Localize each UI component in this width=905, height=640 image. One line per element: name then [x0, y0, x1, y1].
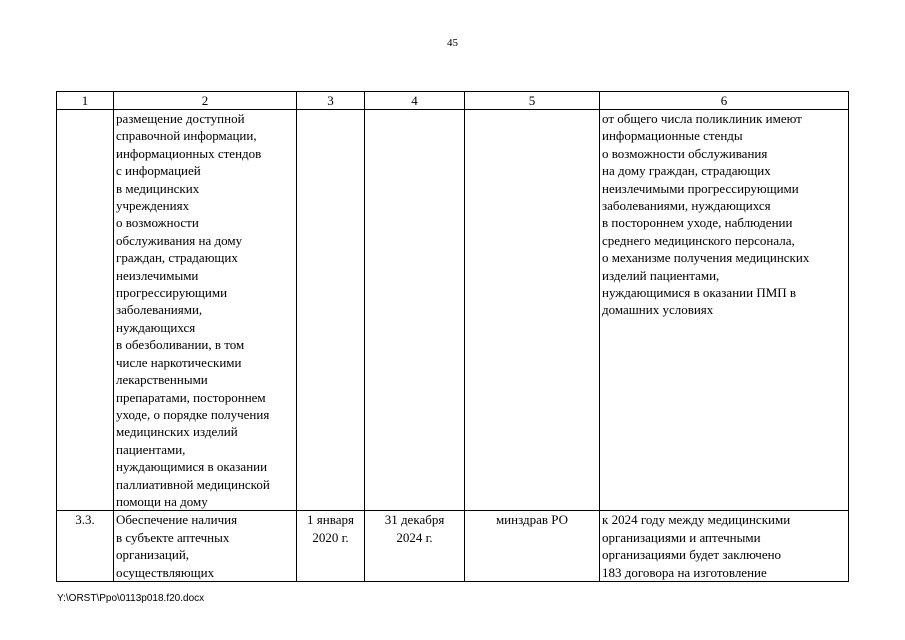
- cell-text-line: уходе, о порядке получения: [116, 406, 270, 422]
- measure-description: [114, 511, 297, 582]
- cell-text-line: на дому граждан, страдающих: [602, 163, 771, 179]
- end-date: [365, 511, 465, 582]
- cell-text-line: осуществляющих: [116, 564, 215, 580]
- page-number: 45: [447, 37, 458, 49]
- cell-text-line: граждан, страдающих: [116, 250, 238, 266]
- header-col-1: 1: [57, 92, 114, 110]
- cell-text-line: нуждающимися в оказании: [116, 459, 268, 475]
- table-header-row: [57, 92, 849, 110]
- cell-text-line: в субъекте аптечных: [116, 529, 230, 545]
- cell-text-line: с информацией: [116, 163, 201, 179]
- cell-text-line: числе наркотическими: [116, 354, 242, 370]
- end-date: [365, 110, 465, 511]
- cell-text-line: нуждающимися в оказании ПМП в: [602, 285, 797, 301]
- cell-text-line: информационных стендов: [116, 145, 262, 161]
- start-date: [297, 511, 365, 582]
- cell-text-line: о возможности обслуживания: [602, 145, 768, 161]
- cell-text-line: справочной информации,: [116, 128, 257, 144]
- cell-text-line: информационные стенды: [602, 128, 743, 144]
- table-row: [57, 511, 849, 582]
- row-number: [57, 110, 114, 511]
- cell-text-line: учреждениях: [116, 198, 190, 214]
- cell-text-line: в обезболивании, в том: [116, 337, 245, 353]
- cell-text-line: от общего числа поликлиник имеют: [602, 111, 802, 126]
- cell-text-line: о возможности: [116, 215, 199, 231]
- cell-text-line: обслуживания на дому: [116, 232, 243, 248]
- cell-text-line: помощи на дому: [116, 493, 208, 509]
- cell-text-line: в медицинских: [116, 180, 200, 196]
- table-row: [57, 110, 849, 511]
- measures-table: [56, 91, 849, 582]
- header-col-6: 6: [600, 92, 849, 110]
- cell-text-line: нуждающихся: [116, 319, 196, 335]
- cell-text-line: организациями будет заключено: [602, 547, 782, 563]
- cell-text-line: пациентами,: [116, 441, 186, 457]
- measure-description: [114, 110, 297, 511]
- cell-text-line: 2020 г.: [312, 529, 349, 545]
- start-date: [297, 110, 365, 511]
- header-col-3: 3: [297, 92, 365, 110]
- cell-text-line: 183 договора на изготовление: [602, 564, 767, 580]
- cell-text-line: препаратами, постороннем: [116, 389, 266, 405]
- cell-text-line: изделий пациентами,: [602, 267, 720, 283]
- cell-text-line: 2024 г.: [396, 529, 433, 545]
- responsible-executor: минздрав РО: [465, 511, 600, 582]
- cell-text-line: размещение доступной: [116, 111, 245, 126]
- cell-text-line: 31 декабря: [384, 512, 445, 528]
- header-col-4: 4: [365, 92, 465, 110]
- cell-text-line: прогрессирующими: [116, 285, 228, 301]
- responsible-executor: [465, 110, 600, 511]
- cell-text-line: среднего медицинского персонала,: [602, 232, 795, 248]
- cell-text-line: организациями и аптечными: [602, 529, 761, 545]
- header-col-5: 5: [465, 92, 600, 110]
- cell-text-line: 1 января: [307, 512, 354, 528]
- cell-text-line: паллиативной медицинской: [116, 476, 270, 492]
- row-number: 3.3.: [57, 511, 114, 582]
- header-col-2: 2: [114, 92, 297, 110]
- cell-text-line: лекарственными: [116, 372, 208, 388]
- cell-text-line: о механизме получения медицинских: [602, 250, 810, 266]
- cell-text-line: неизлечимыми прогрессирующими: [602, 180, 799, 196]
- cell-text-line: заболеваниями, нуждающихся: [602, 198, 771, 214]
- cell-text-line: к 2024 году между медицинскими: [602, 512, 791, 528]
- cell-text-line: организаций,: [116, 547, 190, 563]
- expected-result: [600, 110, 849, 511]
- file-path-footer: Y:\ORST\Ppo\0113p018.f20.docx: [57, 593, 205, 604]
- cell-text-line: заболеваниями,: [116, 302, 203, 318]
- expected-result: [600, 511, 849, 582]
- cell-text-line: домашних условиях: [602, 302, 714, 318]
- cell-text-line: Обеспечение наличия: [116, 512, 238, 528]
- cell-text-line: в постороннем уходе, наблюдении: [602, 215, 793, 231]
- cell-text-line: медицинских изделий: [116, 424, 238, 440]
- cell-text-line: неизлечимыми: [116, 267, 199, 283]
